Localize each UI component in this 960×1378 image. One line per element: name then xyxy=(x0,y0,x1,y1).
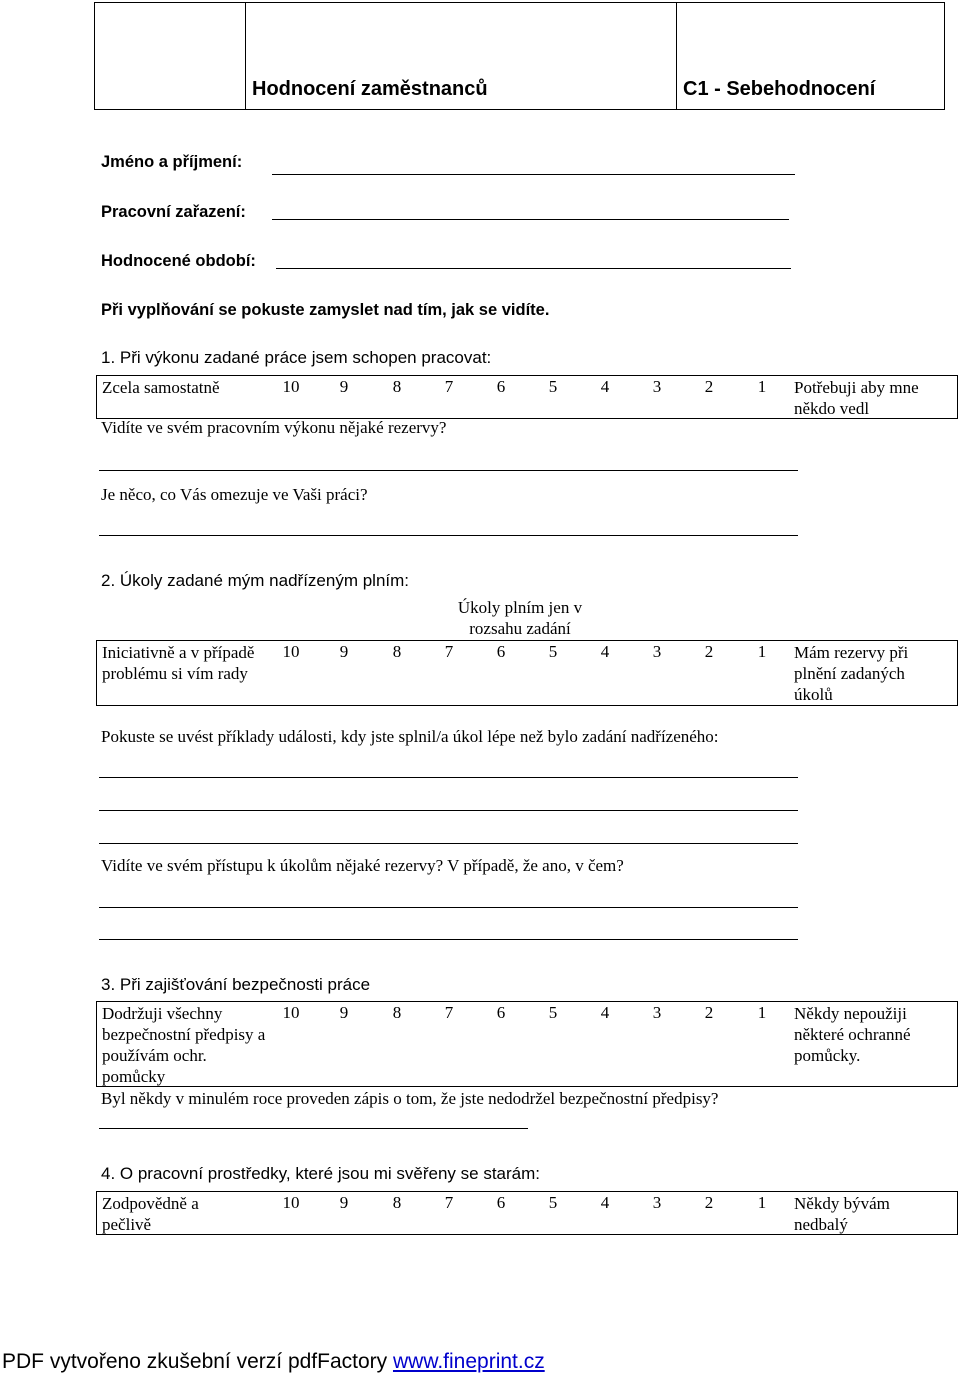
rating-option-9[interactable]: 9 xyxy=(339,1193,349,1212)
section-2-question-2: Vidíte ve svém přístupu k úkolům nějaké rezervy? V případě, že ano, v čem? xyxy=(101,856,624,875)
rating-scale-3 xyxy=(96,1001,958,1087)
rating-scale-4 xyxy=(96,1191,958,1235)
rating-option-10[interactable]: 10 xyxy=(282,377,300,396)
answer-line[interactable] xyxy=(99,777,798,778)
rating-option-2[interactable]: 2 xyxy=(704,642,714,661)
footer-link[interactable]: www.fineprint.cz xyxy=(392,1350,545,1373)
rating-option-5[interactable]: 5 xyxy=(548,1003,558,1022)
position-label: Pracovní zařazení: xyxy=(101,203,246,221)
rating-option-4[interactable]: 4 xyxy=(600,642,610,661)
section-1-question-2: Je něco, co Vás omezuje ve Vaši práci? xyxy=(101,485,368,504)
answer-line[interactable] xyxy=(99,535,798,536)
page-title: Hodnocení zaměstnanců xyxy=(252,78,488,100)
scale-2-middle-label: Úkoly plním jen v rozsahu zadání xyxy=(457,598,583,638)
answer-line[interactable] xyxy=(99,470,798,471)
rating-option-7[interactable]: 7 xyxy=(444,1003,454,1022)
answer-line[interactable] xyxy=(99,907,798,908)
rating-option-10[interactable]: 10 xyxy=(282,1003,300,1022)
rating-option-9[interactable]: 9 xyxy=(339,377,349,396)
rating-option-4[interactable]: 4 xyxy=(600,1193,610,1212)
rating-option-10[interactable]: 10 xyxy=(282,642,300,661)
rating-option-3[interactable]: 3 xyxy=(652,642,662,661)
period-label: Hodnocené období: xyxy=(101,252,256,270)
rating-option-5[interactable]: 5 xyxy=(548,642,558,661)
scale-1-right-label: Potřebuji aby mne někdo vedl xyxy=(794,378,919,418)
rating-option-5[interactable]: 5 xyxy=(548,377,558,396)
rating-option-6[interactable]: 6 xyxy=(496,1193,506,1212)
header-box-blank xyxy=(94,2,246,110)
form-code: C1 - Sebehodnocení xyxy=(683,78,876,100)
rating-option-6[interactable]: 6 xyxy=(496,642,506,661)
name-label: Jméno a příjmení: xyxy=(101,153,243,171)
section-1-heading: 1. Při výkonu zadané práce jsem schopen pracovat: xyxy=(101,348,492,367)
rating-option-3[interactable]: 3 xyxy=(652,1193,662,1212)
name-input-line[interactable] xyxy=(272,174,795,175)
footer xyxy=(2,1350,545,1374)
rating-option-2[interactable]: 2 xyxy=(704,1193,714,1212)
rating-option-7[interactable]: 7 xyxy=(444,377,454,396)
section-3-question-1: Byl někdy v minulém roce proveden zápis o tom, že jste nedodržel bezpečnostní předpisy? xyxy=(101,1089,719,1108)
scale-4-right-label: Někdy bývám nedbalý xyxy=(794,1194,890,1234)
rating-option-7[interactable]: 7 xyxy=(444,642,454,661)
scale-3-right-label: Někdy nepoužiji některé ochranné pomůcky. xyxy=(794,1004,911,1065)
rating-option-9[interactable]: 9 xyxy=(339,1003,349,1022)
rating-scale-2 xyxy=(96,640,958,706)
footer-text: PDF vytvořeno zkušební verzí pdfFactory xyxy=(2,1350,393,1373)
scale-4-left-label: Zodpovědně a pečlivě xyxy=(102,1194,199,1234)
rating-option-10[interactable]: 10 xyxy=(282,1193,300,1212)
rating-option-1[interactable]: 1 xyxy=(757,1193,767,1212)
scale-1-left-label: Zcela samostatně xyxy=(102,378,220,397)
scale-3-left-label: Dodržuji všechny bezpečnostní předpisy a používám ochr. pomůcky xyxy=(102,1004,266,1086)
scale-2-right-label: Mám rezervy při plnění zadaných úkolů xyxy=(794,643,909,704)
rating-option-1[interactable]: 1 xyxy=(757,1003,767,1022)
rating-option-6[interactable]: 6 xyxy=(496,377,506,396)
period-input-line[interactable] xyxy=(276,268,791,269)
rating-option-4[interactable]: 4 xyxy=(600,377,610,396)
answer-line[interactable] xyxy=(99,810,798,811)
answer-line[interactable] xyxy=(99,1128,528,1129)
rating-option-2[interactable]: 2 xyxy=(704,377,714,396)
instruction-text: Při vyplňování se pokuste zamyslet nad tím, jak se vidíte. xyxy=(101,301,550,319)
section-3-heading: 3. Při zajišťování bezpečnosti práce xyxy=(101,975,371,994)
section-1-question-1: Vidíte ve svém pracovním výkonu nějaké rezervy? xyxy=(101,418,447,437)
rating-option-8[interactable]: 8 xyxy=(392,377,402,396)
answer-line[interactable] xyxy=(99,939,798,940)
rating-option-8[interactable]: 8 xyxy=(392,1003,402,1022)
rating-option-1[interactable]: 1 xyxy=(757,377,767,396)
rating-option-3[interactable]: 3 xyxy=(652,377,662,396)
rating-option-8[interactable]: 8 xyxy=(392,1193,402,1212)
rating-option-9[interactable]: 9 xyxy=(339,642,349,661)
rating-option-1[interactable]: 1 xyxy=(757,642,767,661)
rating-option-3[interactable]: 3 xyxy=(652,1003,662,1022)
section-2-heading: 2. Úkoly zadané mým nadřízeným plním: xyxy=(101,571,410,590)
section-4-heading: 4. O pracovní prostředky, které jsou mi svěřeny se starám: xyxy=(101,1164,541,1183)
scale-2-left-label: Iniciativně a v případě problému si vím rady xyxy=(102,643,255,683)
rating-scale-1 xyxy=(96,375,958,419)
rating-option-2[interactable]: 2 xyxy=(704,1003,714,1022)
rating-option-5[interactable]: 5 xyxy=(548,1193,558,1212)
rating-option-8[interactable]: 8 xyxy=(392,642,402,661)
answer-line[interactable] xyxy=(99,843,798,844)
rating-option-7[interactable]: 7 xyxy=(444,1193,454,1212)
rating-option-4[interactable]: 4 xyxy=(600,1003,610,1022)
section-2-question-1: Pokuste se uvést příklady události, kdy jste splnil/a úkol lépe než bylo zadání nadřízeného: xyxy=(101,727,719,746)
rating-option-6[interactable]: 6 xyxy=(496,1003,506,1022)
position-input-line[interactable] xyxy=(272,219,789,220)
